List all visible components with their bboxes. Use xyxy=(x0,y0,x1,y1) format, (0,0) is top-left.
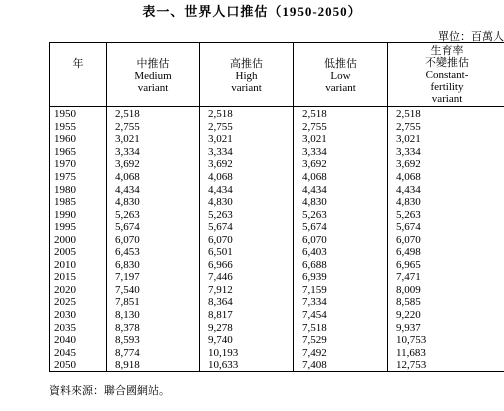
table-row xyxy=(50,359,504,372)
medium-cell: 3,334 xyxy=(107,146,200,159)
high-cell: 4,830 xyxy=(200,196,294,209)
year-cell: 2030 xyxy=(50,309,107,322)
constant-cell: 5,263 xyxy=(388,208,504,221)
header-constant-en1: Constant- xyxy=(425,69,469,81)
header-year xyxy=(50,43,107,107)
constant-cell: 8,585 xyxy=(388,296,504,309)
constant-cell: 12,753 xyxy=(388,359,504,372)
table-row xyxy=(50,334,504,347)
constant-cell: 6,498 xyxy=(388,246,504,259)
high-cell: 10,633 xyxy=(200,359,294,372)
low-cell: 4,830 xyxy=(294,196,388,209)
high-cell: 3,334 xyxy=(200,146,294,159)
year-cell: 2015 xyxy=(50,271,107,284)
table-row xyxy=(50,271,504,284)
table-row xyxy=(50,133,504,146)
table-row xyxy=(50,196,504,209)
table-row xyxy=(50,309,504,322)
header-medium-zh: 中推估 xyxy=(136,58,170,70)
medium-cell: 2,755 xyxy=(107,121,200,134)
low-cell: 4,068 xyxy=(294,171,388,184)
table-row xyxy=(50,171,504,184)
low-cell: 7,408 xyxy=(294,359,388,372)
year-cell: 1960 xyxy=(50,133,107,146)
medium-cell: 8,918 xyxy=(107,359,200,372)
low-cell: 4,434 xyxy=(294,183,388,196)
high-cell: 6,501 xyxy=(200,246,294,259)
year-cell: 2035 xyxy=(50,321,107,334)
high-cell: 7,446 xyxy=(200,271,294,284)
medium-cell: 2,518 xyxy=(107,107,200,121)
table-row xyxy=(50,121,504,134)
medium-cell: 8,774 xyxy=(107,346,200,359)
low-cell: 3,334 xyxy=(294,146,388,159)
constant-cell: 4,068 xyxy=(388,171,504,184)
table-row xyxy=(50,246,504,259)
low-cell: 3,021 xyxy=(294,133,388,146)
year-cell: 2000 xyxy=(50,233,107,246)
table-row xyxy=(50,221,504,234)
header-constant-zh2: 不變推估 xyxy=(425,57,469,69)
constant-cell: 4,434 xyxy=(388,183,504,196)
constant-cell: 10,753 xyxy=(388,334,504,347)
constant-cell: 9,220 xyxy=(388,309,504,322)
table-row xyxy=(50,346,504,359)
year-cell: 1980 xyxy=(50,183,107,196)
high-cell: 5,674 xyxy=(200,221,294,234)
year-cell: 1965 xyxy=(50,146,107,159)
constant-cell: 7,471 xyxy=(388,271,504,284)
constant-cell: 3,334 xyxy=(388,146,504,159)
low-cell: 2,755 xyxy=(294,121,388,134)
low-cell: 2,518 xyxy=(294,107,388,121)
constant-cell: 11,683 xyxy=(388,346,504,359)
medium-cell: 7,197 xyxy=(107,271,200,284)
year-cell: 2020 xyxy=(50,284,107,297)
constant-cell: 8,009 xyxy=(388,284,504,297)
high-cell: 2,755 xyxy=(200,121,294,134)
year-cell: 2010 xyxy=(50,259,107,272)
high-cell: 9,278 xyxy=(200,321,294,334)
table-body xyxy=(50,107,504,372)
medium-cell: 8,130 xyxy=(107,309,200,322)
low-cell: 6,070 xyxy=(294,233,388,246)
medium-cell: 7,540 xyxy=(107,284,200,297)
high-cell: 2,518 xyxy=(200,107,294,121)
table-row xyxy=(50,158,504,171)
header-low-en: Low xyxy=(330,70,351,82)
low-cell: 3,692 xyxy=(294,158,388,171)
high-cell: 3,021 xyxy=(200,133,294,146)
year-cell: 1955 xyxy=(50,121,107,134)
low-cell: 7,492 xyxy=(294,346,388,359)
low-cell: 6,403 xyxy=(294,246,388,259)
header-high-en2: variant xyxy=(231,82,262,94)
low-cell: 5,263 xyxy=(294,208,388,221)
low-cell: 6,688 xyxy=(294,259,388,272)
year-cell: 1970 xyxy=(50,158,107,171)
medium-cell: 7,851 xyxy=(107,296,200,309)
low-cell: 7,518 xyxy=(294,321,388,334)
unit-label: 單位：百萬人 xyxy=(438,31,504,43)
medium-cell: 5,674 xyxy=(107,221,200,234)
header-year-label: 年 xyxy=(72,58,84,70)
high-cell: 8,817 xyxy=(200,309,294,322)
header-low xyxy=(294,43,388,107)
table-row xyxy=(50,183,504,196)
page-title: 表一、世界人口推估（1950-2050） xyxy=(142,4,362,19)
header-constant-zh1: 生育率 xyxy=(430,45,464,57)
year-cell: 2025 xyxy=(50,296,107,309)
header-constant-en2: fertility xyxy=(430,81,464,93)
header-constant-en3: variant xyxy=(431,93,463,105)
high-cell: 4,068 xyxy=(200,171,294,184)
constant-cell: 2,755 xyxy=(388,121,504,134)
table-row xyxy=(50,233,504,246)
header-medium-en2: variant xyxy=(137,82,169,94)
year-cell: 2050 xyxy=(50,359,107,372)
table-row xyxy=(50,107,504,121)
medium-cell: 4,068 xyxy=(107,171,200,184)
header-low-en2: variant xyxy=(325,82,356,94)
table-row xyxy=(50,296,504,309)
constant-cell: 2,518 xyxy=(388,107,504,121)
header-low-zh: 低推估 xyxy=(324,58,357,70)
medium-cell: 8,378 xyxy=(107,321,200,334)
year-cell: 1975 xyxy=(50,171,107,184)
low-cell: 7,334 xyxy=(294,296,388,309)
high-cell: 3,692 xyxy=(200,158,294,171)
medium-cell: 4,434 xyxy=(107,183,200,196)
medium-cell: 6,830 xyxy=(107,259,200,272)
year-cell: 2045 xyxy=(50,346,107,359)
medium-cell: 3,021 xyxy=(107,133,200,146)
high-cell: 5,263 xyxy=(200,208,294,221)
header-high-en: High xyxy=(235,70,258,82)
high-cell: 6,070 xyxy=(200,233,294,246)
low-cell: 7,454 xyxy=(294,309,388,322)
year-cell: 1990 xyxy=(50,208,107,221)
medium-cell: 8,593 xyxy=(107,334,200,347)
high-cell: 10,193 xyxy=(200,346,294,359)
low-cell: 5,674 xyxy=(294,221,388,234)
header-row xyxy=(50,43,504,107)
header-high-zh: 高推估 xyxy=(230,58,263,70)
constant-cell: 5,674 xyxy=(388,221,504,234)
year-cell: 1950 xyxy=(50,107,107,121)
medium-cell: 4,830 xyxy=(107,196,200,209)
header-high xyxy=(200,43,294,107)
source-note: 資料來源：聯合國網站。 xyxy=(49,385,170,397)
table-row xyxy=(50,208,504,221)
year-cell: 1985 xyxy=(50,196,107,209)
table-row xyxy=(50,146,504,159)
table-row xyxy=(50,284,504,297)
high-cell: 4,434 xyxy=(200,183,294,196)
header-constant xyxy=(388,43,504,107)
year-cell: 2005 xyxy=(50,246,107,259)
low-cell: 7,529 xyxy=(294,334,388,347)
low-cell: 7,159 xyxy=(294,284,388,297)
medium-cell: 6,453 xyxy=(107,246,200,259)
low-cell: 6,939 xyxy=(294,271,388,284)
medium-cell: 5,263 xyxy=(107,208,200,221)
constant-cell: 4,830 xyxy=(388,196,504,209)
year-cell: 1995 xyxy=(50,221,107,234)
table-row xyxy=(50,259,504,272)
header-medium-en: Medium xyxy=(134,70,172,82)
high-cell: 7,912 xyxy=(200,284,294,297)
medium-cell: 6,070 xyxy=(107,233,200,246)
header-medium xyxy=(107,43,200,107)
constant-cell: 6,070 xyxy=(388,233,504,246)
constant-cell: 3,021 xyxy=(388,133,504,146)
year-cell: 2040 xyxy=(50,334,107,347)
high-cell: 6,966 xyxy=(200,259,294,272)
constant-cell: 3,692 xyxy=(388,158,504,171)
high-cell: 9,740 xyxy=(200,334,294,347)
high-cell: 8,364 xyxy=(200,296,294,309)
constant-cell: 6,965 xyxy=(388,259,504,272)
table-row xyxy=(50,321,504,334)
medium-cell: 3,692 xyxy=(107,158,200,171)
population-table xyxy=(49,42,504,372)
constant-cell: 9,937 xyxy=(388,321,504,334)
